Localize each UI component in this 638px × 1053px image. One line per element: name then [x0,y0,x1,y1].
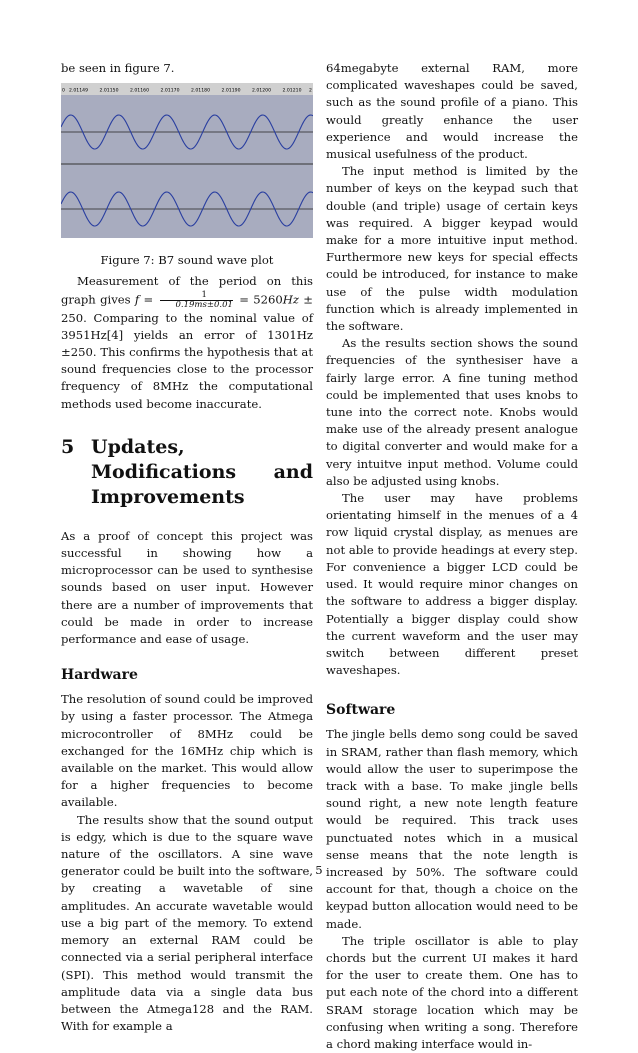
measurement-paragraph [61,273,313,412]
section-number: 5 [61,435,75,458]
figure-caption: Figure 7: B7 sound wave plot [100,253,274,268]
ruler-tick-label: 2.01160 [130,88,149,94]
section-title: Updates, Modifications and Improvements [91,435,313,508]
ruler-tick-label: 2.01210 [282,88,302,94]
figure-7 [61,83,313,269]
math-unit: Hz [282,292,299,307]
ruler-tick-label: 2.01150 [99,88,119,94]
subsection-hardware: Hardware [61,667,138,684]
ruler-tick-label: 2.01190 [221,88,241,94]
ruler-tick-label: 2.01149 [69,88,88,94]
hardware-paragraph-2: The results show that the sound output is edgy, which is due to the square wave nature of the oscillators. A sine wave generator could be built into the software, by creating a wavetable of sine amplitudes. An accurate wavetable would use a big part of the memory. To extend memory an external RAM could be connected via a serial peripheral interface (SPI). This method would transmit the amplitude data via a single data bus between the Atmega128 and the RAM. With for example a [61,812,313,1034]
ruler-tick-label: 2.01200 [252,88,271,94]
tuning-paragraph: As the results section shows the sound frequencies of the synthesiser have a fairly large error. A fine tuning method could be implemented that uses knobs to tune into the correct note. Knobs would make use of the already present analogue to digital converter and would make for a very intuitve input method. Volume could also be adjusted using knobs. [326,336,578,488]
measurement-text-1: Measurement of the period on this graph gives [61,274,313,307]
math-fraction [160,291,233,310]
ruler-tick-label: 2.01170 [160,88,180,94]
hardware-paragraph-1: The resolution of sound could be improved by using a faster processor. The Atmega microcontroller of 8MHz could be exchanged for the 16MHz chip which is available on the market. This would allow for a higher frequencies to become available. [61,692,313,810]
ruler-edge-right: 2 [309,88,312,94]
subsection-software: Software [326,702,396,719]
math-result: = 5260 [234,292,283,307]
ram-paragraph: 64megabyte external RAM, more complicated waveshapes could be saved, such as the sound profile of a piano. This would greatly enhance the user experience and would increase the musical usefulness of the product. [326,61,578,162]
software-paragraph-2: The triple oscillator is able to play chords but the current UI makes it hard for the user to create them. One has to put each note of the chord into a different SRAM storage location which may be confusing when writing a song. Therefore a chord making interface would in- [326,933,578,1051]
ruler-edge-left: 0 [62,88,65,94]
software-paragraph-1: The jingle bells demo song could be saved in SRAM, rather than flash memory, which would allow the user to superimpose the track with a base. To make jingle bells sound right, a new note length feature would be required. This track uses punctuated notes which in a musical sense means that the note length is increased by 50%. The software could account for that, though a choice on the keypad button allocation would need to be made. [326,727,578,931]
section-intro-paragraph: As a proof of concept this project was successful in showing how a microprocessor can be used to synthesise sounds based on user input. However there are a number of improvements that could be made in order to increase performance and ease of usage. [61,528,313,647]
math-eq: = [139,292,158,307]
display-paragraph: The user may have problems orientating himself in the menues of a 4 row liquid crystal display, as menues are not able to provide headings at every step. For convenience a bigger LCD could be used. It would require minor changes on the software to address a bigger display. Potentially a bigger display could show the current waveform and the user may switch between different preset waveshapes. [326,491,578,678]
math-f: f [134,292,140,307]
fraction-denominator: 0.19ms±0.01 [175,299,233,310]
section-heading [61,435,313,510]
sound-wave-plot [61,83,313,238]
left-column [61,60,313,1035]
right-column [326,60,578,1053]
fraction-numerator: 1 [160,291,233,301]
ruler-tick-label: 2.01180 [191,88,210,94]
intro-line: be seen in figure 7. [61,61,175,75]
math-pm: ± 250. [61,292,313,325]
measurement-text-2: Comparing to the nominal value of 3951Hz[4] yields an error of 1301Hz ±250. This confirms the hypothesis that at sound frequencies close to the processor frequency of 8MHz the computational methods used become inaccurate. [61,310,313,411]
input-method-paragraph: The input method is limited by the number of keys on the keypad such that double (and triple) usage of certain keys was required. A bigger keypad would make for a more intuitive input method. Furthermore new keys for special effects could be introduced, for instance to make use of the pulse width modulation function which is already implemented in the software. [326,164,578,334]
page-number: 5 [315,863,323,877]
